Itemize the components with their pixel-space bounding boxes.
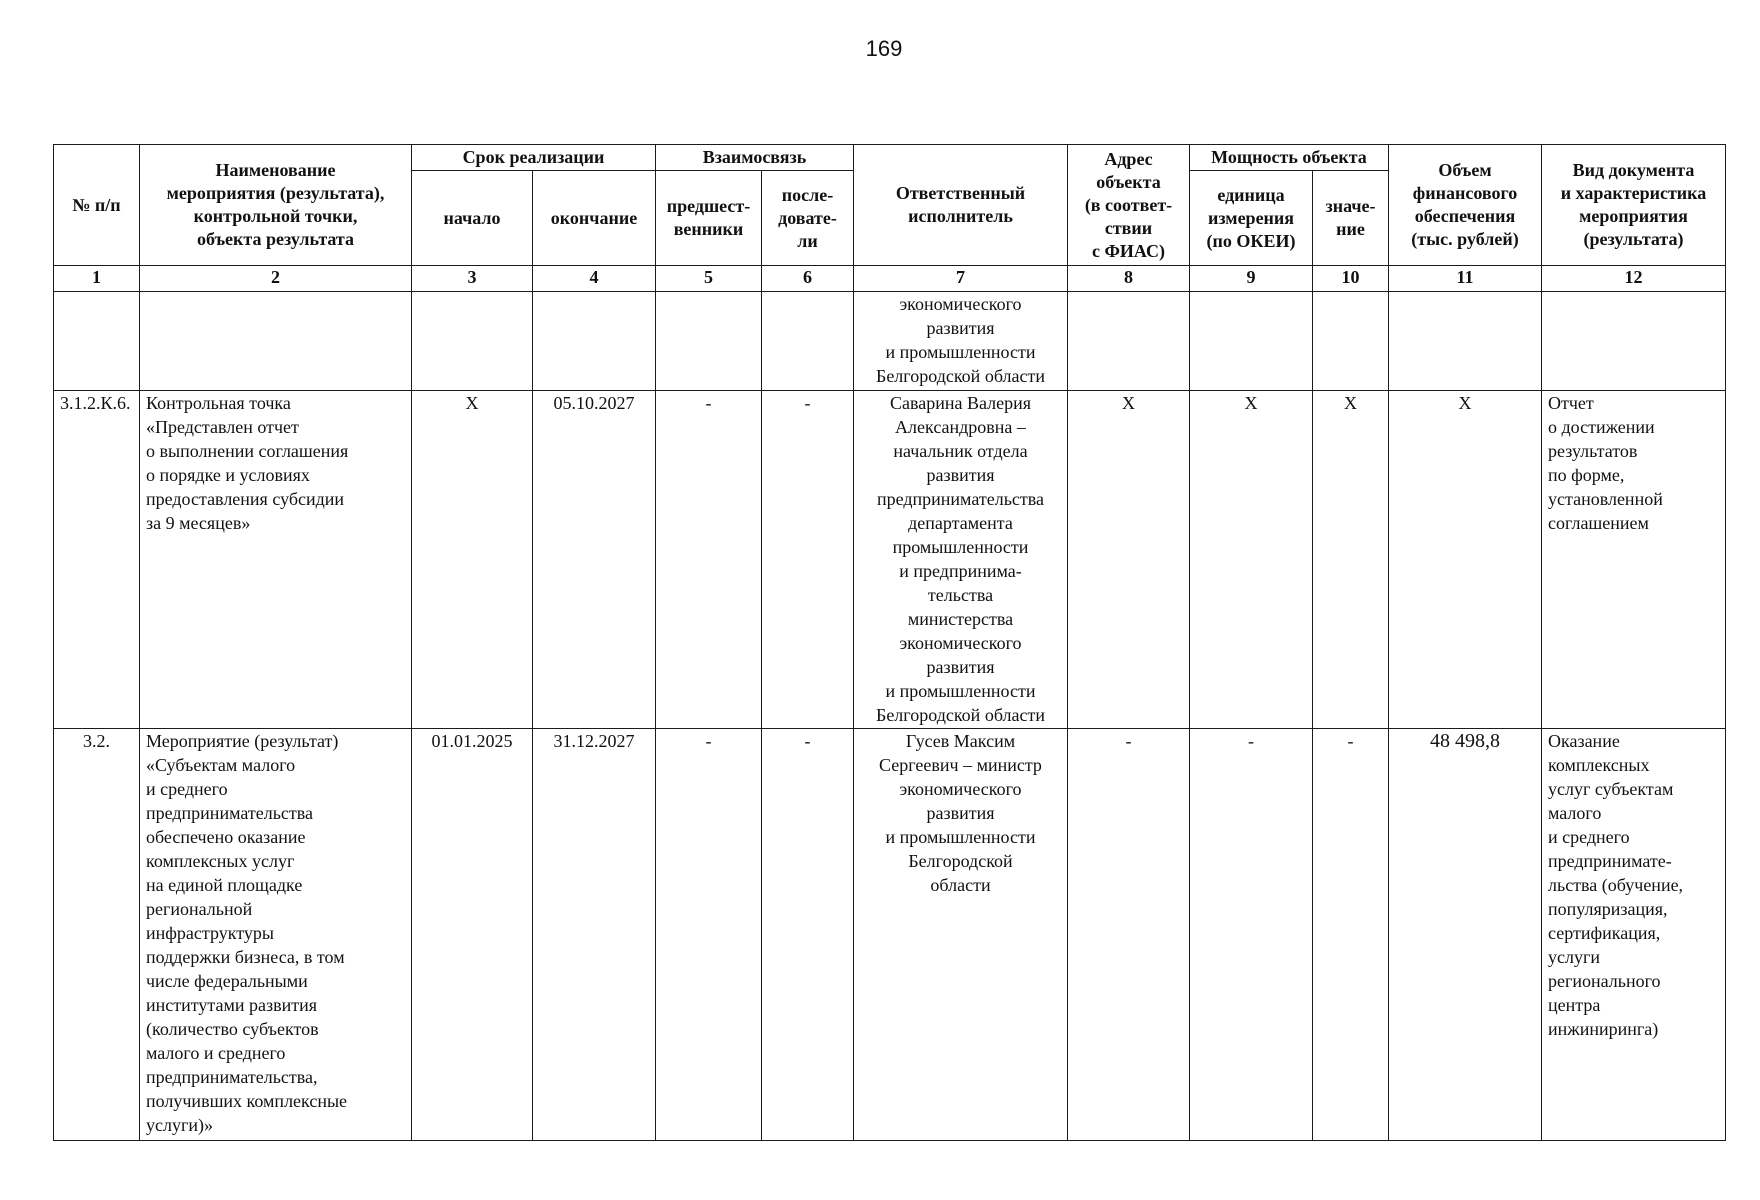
text-line: после- <box>781 184 834 205</box>
text-line: сертификация, <box>1548 923 1661 943</box>
table-row-continuation <box>54 292 1726 391</box>
text-line: услуг субъектам <box>1548 779 1674 799</box>
header-predecessors <box>656 171 762 266</box>
text-line: развития <box>926 657 995 677</box>
text-line: и промышленности <box>885 827 1036 847</box>
cell-value: Х <box>1313 391 1389 729</box>
text-line: предоставления субсидии <box>146 489 345 509</box>
text-line: Мероприятие (результат) <box>146 731 339 751</box>
text-line: (результата) <box>1583 229 1684 249</box>
text-line: министерства <box>907 609 1014 629</box>
cell-name <box>140 391 412 729</box>
text-line: исполнитель <box>908 206 1013 226</box>
text-line: Оказание <box>1548 731 1620 751</box>
cell-start <box>412 292 533 391</box>
text-line: Контрольная точка <box>146 393 291 413</box>
cell-successors <box>762 292 854 391</box>
text-line: (тыс. рублей) <box>1411 229 1519 249</box>
cell-predecessors: - <box>656 729 762 1141</box>
text-line: довате- <box>778 207 837 228</box>
column-number: 7 <box>854 266 1068 292</box>
cell-address: Х <box>1068 391 1190 729</box>
header-responsible <box>854 145 1068 266</box>
cell-address <box>1068 292 1190 391</box>
cell-value: - <box>1313 729 1389 1141</box>
text-line: с ФИАС) <box>1091 240 1166 261</box>
text-line: (по ОКЕИ) <box>1206 230 1296 251</box>
text-line: предпринимательства <box>146 803 314 823</box>
column-number: 11 <box>1389 266 1542 292</box>
text-line: и предпринима- <box>899 561 1022 581</box>
text-line: начальник отдела <box>893 441 1028 461</box>
text-line: объекта результата <box>197 229 354 249</box>
column-number: 9 <box>1190 266 1313 292</box>
column-number: 4 <box>533 266 656 292</box>
text-line: предшест- <box>666 196 751 216</box>
column-numbers-row <box>54 266 1726 292</box>
column-number: 1 <box>54 266 140 292</box>
text-line: Саварина Валерия <box>889 393 1032 413</box>
header-document <box>1542 145 1726 266</box>
text-line: предпринимательства <box>876 489 1045 509</box>
text-line: получивших комплексные <box>146 1091 348 1111</box>
header-name <box>140 145 412 266</box>
text-line: развития <box>926 465 995 485</box>
cell-predecessors <box>656 292 762 391</box>
column-number: 3 <box>412 266 533 292</box>
cell-name <box>140 729 412 1141</box>
text-line: Белгородской области <box>875 705 1045 725</box>
cell-end <box>533 292 656 391</box>
header-number: № п/п <box>54 145 140 266</box>
cell-address: - <box>1068 729 1190 1141</box>
text-line: соглашением <box>1548 513 1649 533</box>
text-line: значе- <box>1325 196 1376 216</box>
text-line: результатов <box>1548 441 1638 461</box>
text-line: о порядке и условиях <box>146 465 310 485</box>
text-line: промышленности <box>892 537 1029 557</box>
text-line: инжиниринга) <box>1548 1019 1659 1039</box>
text-line: малого и среднего <box>146 1043 286 1063</box>
text-line: институтами развития <box>146 995 317 1015</box>
cell-id: 3.1.2.К.6. <box>54 391 140 729</box>
cell-unit: - <box>1190 729 1313 1141</box>
cell-predecessors: - <box>656 391 762 729</box>
text-line: популяризация, <box>1548 899 1668 919</box>
text-line: о достижении <box>1548 417 1655 437</box>
cell-funding: 48 498,8 <box>1389 729 1542 1141</box>
header-capacity-group: Мощность объекта <box>1190 145 1389 171</box>
text-line: единица <box>1217 184 1285 205</box>
text-line: объекта <box>1096 171 1161 192</box>
header-unit <box>1190 171 1313 266</box>
header-term-group: Срок реализации <box>412 145 656 171</box>
text-line: предпринимательства, <box>146 1067 318 1087</box>
header-start: начало <box>412 171 533 266</box>
column-number: 2 <box>140 266 412 292</box>
cell-funding: Х <box>1389 391 1542 729</box>
text-line: экономического <box>899 294 1022 314</box>
cell-responsible <box>854 729 1068 1141</box>
text-line: Вид документа <box>1572 160 1695 180</box>
header-row-1 <box>54 145 1726 171</box>
text-line: и среднего <box>1548 827 1630 847</box>
text-line: ние <box>1336 219 1365 239</box>
cell-unit <box>1190 292 1313 391</box>
cell-start: 01.01.2025 <box>412 729 533 1141</box>
text-line: (в соответ- <box>1084 194 1173 215</box>
text-line: обеспечения <box>1414 206 1516 226</box>
column-number: 5 <box>656 266 762 292</box>
text-line: малого <box>1548 803 1602 823</box>
text-line: экономического <box>899 633 1022 653</box>
cell-end: 31.12.2027 <box>533 729 656 1141</box>
column-number: 10 <box>1313 266 1389 292</box>
text-line: и среднего <box>146 779 228 799</box>
cell-value <box>1313 292 1389 391</box>
text-line: комплексных услуг <box>146 851 295 871</box>
text-line: тельства <box>927 585 994 605</box>
text-line: «Субъектам малого <box>146 755 296 775</box>
text-line: Ответственный <box>895 183 1026 203</box>
header-funding <box>1389 145 1542 266</box>
text-line: комплексных <box>1548 755 1650 775</box>
text-line: установленной <box>1548 489 1663 509</box>
text-line: области <box>930 875 991 895</box>
text-line: и промышленности <box>885 681 1036 701</box>
cell-responsible <box>854 292 1068 391</box>
text-line: (количество субъектов <box>146 1019 319 1039</box>
text-line: льства (обучение, <box>1548 875 1684 895</box>
column-number: 12 <box>1542 266 1726 292</box>
text-line: центра <box>1548 995 1601 1015</box>
column-number: 6 <box>762 266 854 292</box>
text-line: услуги <box>1548 947 1600 967</box>
table-row <box>54 391 1726 729</box>
text-line: и промышленности <box>885 342 1036 362</box>
cell-successors: - <box>762 391 854 729</box>
header-address <box>1068 145 1190 266</box>
text-line: Наименование <box>215 160 336 180</box>
cell-start: Х <box>412 391 533 729</box>
cell-unit: Х <box>1190 391 1313 729</box>
cell-id: 3.2. <box>54 729 140 1141</box>
text-line: Белгородской области <box>875 366 1045 386</box>
header-link-group: Взаимосвязь <box>656 145 854 171</box>
text-line: ли <box>797 230 818 251</box>
text-line: обеспечено оказание <box>146 827 306 847</box>
text-line: предпринимате- <box>1548 851 1672 871</box>
text-line: контрольной точки, <box>193 206 358 226</box>
text-line: инфраструктуры <box>146 923 274 943</box>
column-number: 8 <box>1068 266 1190 292</box>
text-line: венники <box>673 219 744 239</box>
page-number: 169 <box>865 36 903 61</box>
text-line: за 9 месяцев» <box>146 513 251 533</box>
cell-name <box>140 292 412 391</box>
text-line: департамента <box>908 513 1013 533</box>
text-line: Объем <box>1438 160 1492 180</box>
text-line: мероприятия <box>1579 206 1688 226</box>
header-end: окончание <box>533 171 656 266</box>
text-line: «Представлен отчет <box>146 417 299 437</box>
text-line: экономического <box>899 779 1022 799</box>
activities-table <box>53 144 1726 1141</box>
cell-funding <box>1389 292 1542 391</box>
text-line: развития <box>926 318 995 338</box>
text-line: по форме, <box>1548 465 1625 485</box>
cell-document <box>1542 391 1726 729</box>
text-line: ствии <box>1104 217 1153 238</box>
text-line: развития <box>926 803 995 823</box>
cell-document <box>1542 292 1726 391</box>
text-line: измерения <box>1207 207 1295 228</box>
cell-responsible <box>854 391 1068 729</box>
text-line: Адрес <box>1104 148 1153 169</box>
text-line: мероприятия (результата), <box>166 183 385 203</box>
text-line: региональной <box>146 899 253 919</box>
text-line: регионального <box>1548 971 1661 991</box>
text-line: Отчет <box>1548 393 1594 413</box>
header-successors <box>762 171 854 266</box>
text-line: услуги)» <box>146 1115 213 1135</box>
table-row <box>54 729 1726 1141</box>
text-line: Александровна – <box>895 417 1026 437</box>
header-value <box>1313 171 1389 266</box>
text-line: на единой площадке <box>146 875 303 895</box>
text-line: поддержки бизнеса, в том <box>146 947 345 967</box>
cell-id <box>54 292 140 391</box>
cell-document <box>1542 729 1726 1141</box>
text-line: о выполнении соглашения <box>146 441 349 461</box>
text-line: Белгородской <box>908 851 1013 871</box>
text-line: Гусев Максим <box>905 731 1016 751</box>
cell-end: 05.10.2027 <box>533 391 656 729</box>
text-line: Сергеевич – министр <box>879 755 1042 775</box>
text-line: финансового <box>1412 183 1518 203</box>
text-line: числе федеральными <box>146 971 308 991</box>
text-line: и характеристика <box>1560 183 1707 203</box>
cell-successors: - <box>762 729 854 1141</box>
